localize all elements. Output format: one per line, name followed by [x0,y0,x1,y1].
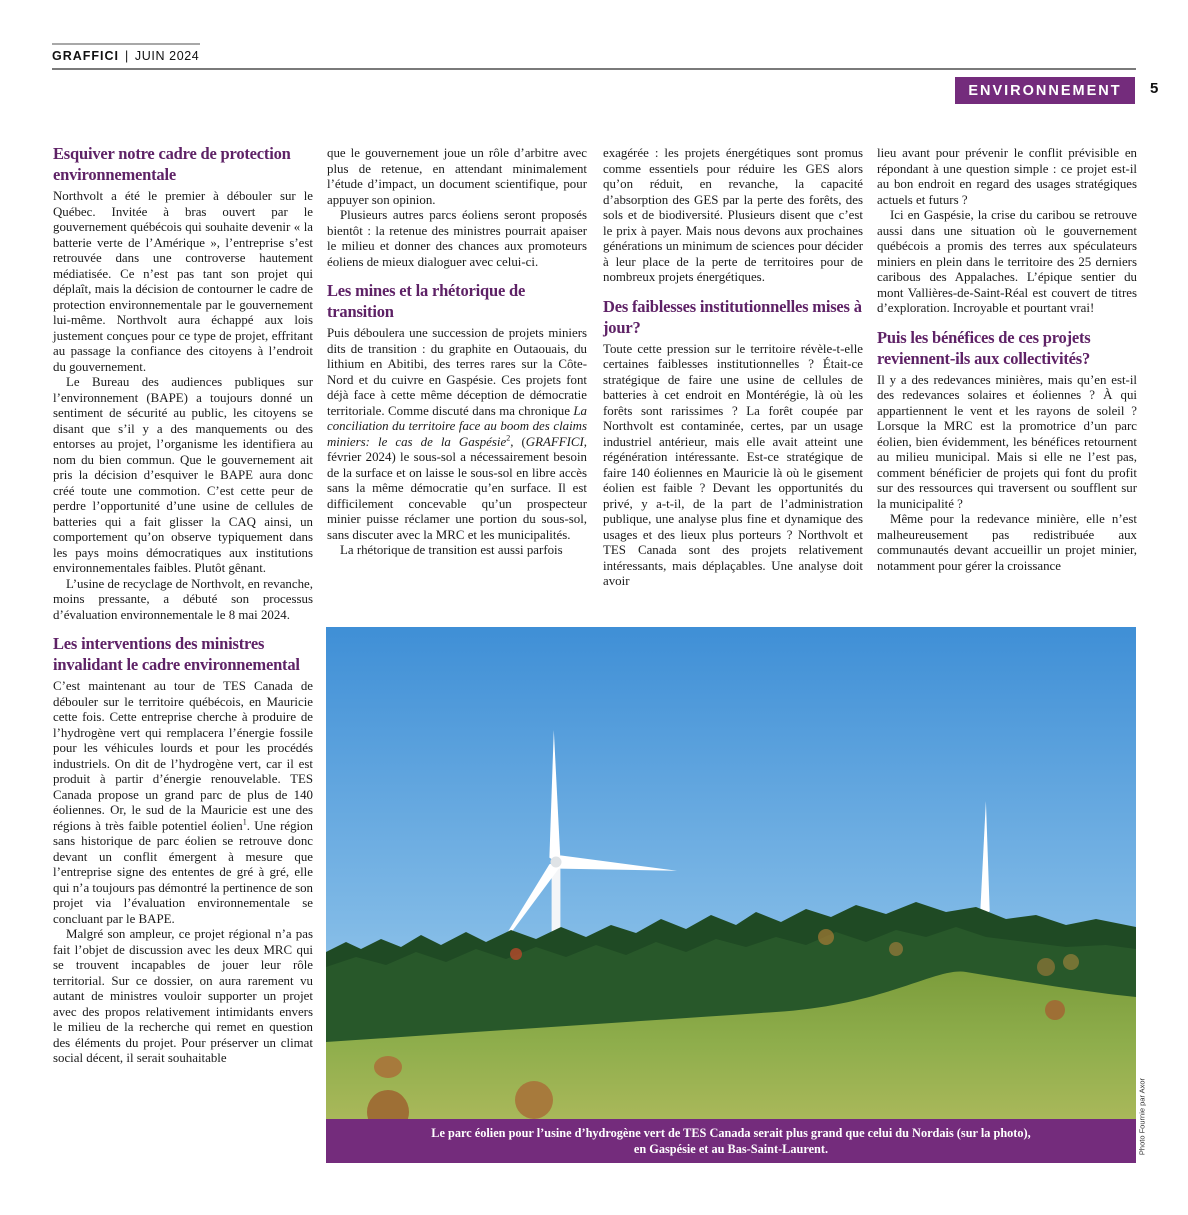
paragraph: La rhétorique de transition est aussi parfois [340,543,563,557]
paragraph: Plusieurs autres parcs éoliens seront proposés bientôt : la retenue des ministres pourrait apaiser le milieu et donner des chances aux promoteurs éoliens de mieux dialoguer avec celui-ci. [327,208,587,269]
issue-date: JUIN 2024 [134,49,200,63]
paragraph: que le gouvernement joue un rôle d’arbitre avec plus de retenue, en attendant minimalement l’étude d’impact, un document scientifique, pour appuyer son opinion. [327,146,587,207]
footnote-ref: 2 [506,433,511,443]
article-column-4 [877,146,1137,574]
publication-ref: GRAFFICI [525,434,584,449]
text-run: , ( [510,434,526,449]
paragraph [53,679,313,927]
caption-line-2: en Gaspésie et au Bas-Saint-Laurent. [633,1142,829,1156]
text-run: . Une région sans historique de parc éolien se retrouve donc devant un conflit émergent à mesure que l’entreprise signe des ententes de gré à gré, elle qui n’a toujours pas démontré la pertinence de son projet via l’évaluation environnementale se concluant par le BAPE. [53,818,314,926]
masthead [52,49,199,63]
text-run: , février 2024) le sous-sol a nécessairement besoin de la surface et on laisse le sous-sol en libre accès sans la même démocratie qu’en surface. Il est difficilement concevable qu’un prospecteur minier puisse réclamer une portion du sous-sol, sans discuter avec la MRC et les municipalités. [327,434,587,542]
paragraph: Northvolt a été le premier à débouler sur le Québec. Invitée à bras ouvert par le gouvernement québécois qui souhaite devenir « la batterie verte de l’Amérique », l’entreprise s’est retrouvée dans une controverse hautement médiatisée. Ce n’est pas tant son projet qui déplaît, mais la décision de contourner le cadre de protection environnementale par le gouvernement lui-même. Northvolt aura échappé aux lois justement conçues pour ce type de projet, effritant au passage la confiance des citoyens à l’endroit du gouvernement. [53,189,313,374]
text-run: C’est maintenant au tour de TES Canada de débouler sur le territoire québécois, en Mauricie cette fois. Cette entreprise cherche à produire de l’hydrogène vert qui remplacera l’énergie fossile pour les véhicules lourds et pour les procédés industriels. On dit de l’hydrogène vert, car il est produit à partir d’énergie renouvelable. TES Canada propose un grand parc de plus de 140 éoliennes. Or, le sud de la Mauricie est une des régions à très faible potentiel éolien [53,679,313,833]
subheading-mines: Les mines et la rhétorique de transition [327,281,526,321]
photo-caption [326,1119,1136,1163]
header-rule-short [52,43,200,45]
article-column-2 [327,146,587,559]
paragraph: L’usine de recyclage de Northvolt, en revanche, moins pressante, a débuté son processus d’évaluation environnementale le 8 mai 2024. [53,576,313,622]
wind-farm-illustration [326,627,1136,1119]
caption-line-1: Le parc éolien pour l’usine d’hydrogène vert de TES Canada serait plus grand que celui du Nordais (sur la photo), [431,1126,1031,1140]
paragraph: Malgré son ampleur, ce projet régional n’a pas fait l’objet de discussion avec les deux MRC qui se trouvent incapables de jouer leur rôle territorial. Sur ce dossier, on aura rarement vu autant de ministres vouloir supporter un projet avec des propos relativement intimidants envers le milieu de la recherche qui remet en question des éléments du projet. Pour préserver un climat social décent, il serait souhaitable [53,927,313,1065]
footnote-ref: 1 [242,817,247,827]
section-tag: ENVIRONNEMENT [955,77,1135,104]
publication-name: GRAFFICI [52,49,120,63]
article-column-1 [53,143,313,1067]
subheading-interventions: Les interventions des ministres invalidant le cadre environnemental [53,634,300,674]
wind-farm-photo [326,627,1136,1119]
paragraph: exagérée : les projets énergétiques sont promus comme essentiels pour réduire les GES alors qu’on réduit, en revanche, la capacité d’absorption des GES par la perte des forêts, des sols et de biodiversité. Plusieurs disent que c’est le prix à payer. Mais nous devons aux prochaines générations un minimum de sciences pour décider à leur place de la perte de territoires pour de nombreux projets énergétiques. [603,146,863,284]
chronicle-title: La conciliation du territoire face au boom des claims miniers: le cas de la Gaspésie [327,403,587,449]
masthead-separator: | [125,49,129,63]
article-column-3 [603,146,863,590]
paragraph: lieu avant pour prévenir le conflit prévisible en répondant à une question simple : ce projet est-il au bon endroit en regard des usages stratégiques actuels et futurs ? [877,146,1137,207]
paragraph: Même pour la redevance minière, elle n’est malheureusement pas redistribuée aux communautés devant accueillir un projet minier, notamment pour gérer la croissance [877,512,1137,573]
paragraph [327,326,587,543]
paragraph: Ici en Gaspésie, la crise du caribou se retrouve aussi dans une situation où le gouvernement québécois a promis des terres aux spéculateurs miniers en plein dans le territoire des 25 derniers caribous des Appalaches. L’épique sentier du mont Vallières-de-Saint-Réal est couvert de titres d’exploration. Incroyable et pourtant vrai! [877,208,1137,315]
header-rule [52,68,1136,70]
subheading-faiblesses: Des faiblesses institutionnelles mises à jour? [603,296,862,337]
paragraph: Le Bureau des audiences publiques sur l’environnement (BAPE) a toujours donné un sentiment de sécurité au public, les citoyens se disant que s’il y a des manquements ou des entorses au projet, l’organisme les identifiera au nom du bien commun. Que le gouvernement ait pris la décision d’esquiver le BAPE aura donc créé toute une commotion. C’est cette peur de perdre l’opportunité d’une usine de cellules de batteries qui a fait glisser la CAQ ainsi, un comportement qu’on observe typiquement dans les pays moins démocratiques aux institutions environnementales faibles. Plutôt gênant. [53,375,313,575]
paragraph: Toute cette pression sur le territoire révèle-t-elle certaines faiblesses institutionnelles ? Était-ce stratégique de faire une usine de cellules de batteries à cet endroit en Montérégie, là où les forêts sont rarissimes ? La forêt coupée par Northvolt est contaminée, certes, par un usage industriel antérieur, mais elle avait atteint une régénération intéressante. Est-ce stratégique de faire 140 éoliennes en Mauricie là où le gisement éolien est faible ? Devant les opportunités du privé, y a-t-il, de la part de l’administration publique, une analyse plus fine et dynamique des usages et des lieux plus porteurs ? Northvolt et TES Canada sont des projets relativement intéressants, mais déplaçables. Une analyse doit avoir [603,341,863,588]
subheading-benefices: Puis les bénéfices de ces projets reviennent-ils aux collectivités? [877,327,1091,368]
text-run: Puis déboulera une succession de projets miniers dits de transition : du graphite en Outaouais, du lithium en Abitibi, des terres rares sur la Côte-Nord et du cuivre en Gaspésie. Ces projets font déjà face à cette même déception de démocratie territoriale. Comme discuté dans ma chronique [327,326,587,418]
page-number: 5 [1150,80,1159,97]
paragraph: Il y a des redevances minières, mais qu’en est-il des redevances solaires et éoliennes ? À qui appartiennent le vent et les rayons de soleil ? Lorsque la MRC est la promotrice d’un parc éolien, bien évidemment, les bénéfices retournent au milieu municipal. Mais si elle ne l’est pas, comment bénéficier de projets qui font du profit sur des ressources qui traversent ou soufflent sur la municipalité ? [877,372,1137,511]
photo-credit: Photo Fournie par Axor [1137,1077,1147,1156]
subheading-esquiver: Esquiver notre cadre de protection environnementale [53,144,291,184]
